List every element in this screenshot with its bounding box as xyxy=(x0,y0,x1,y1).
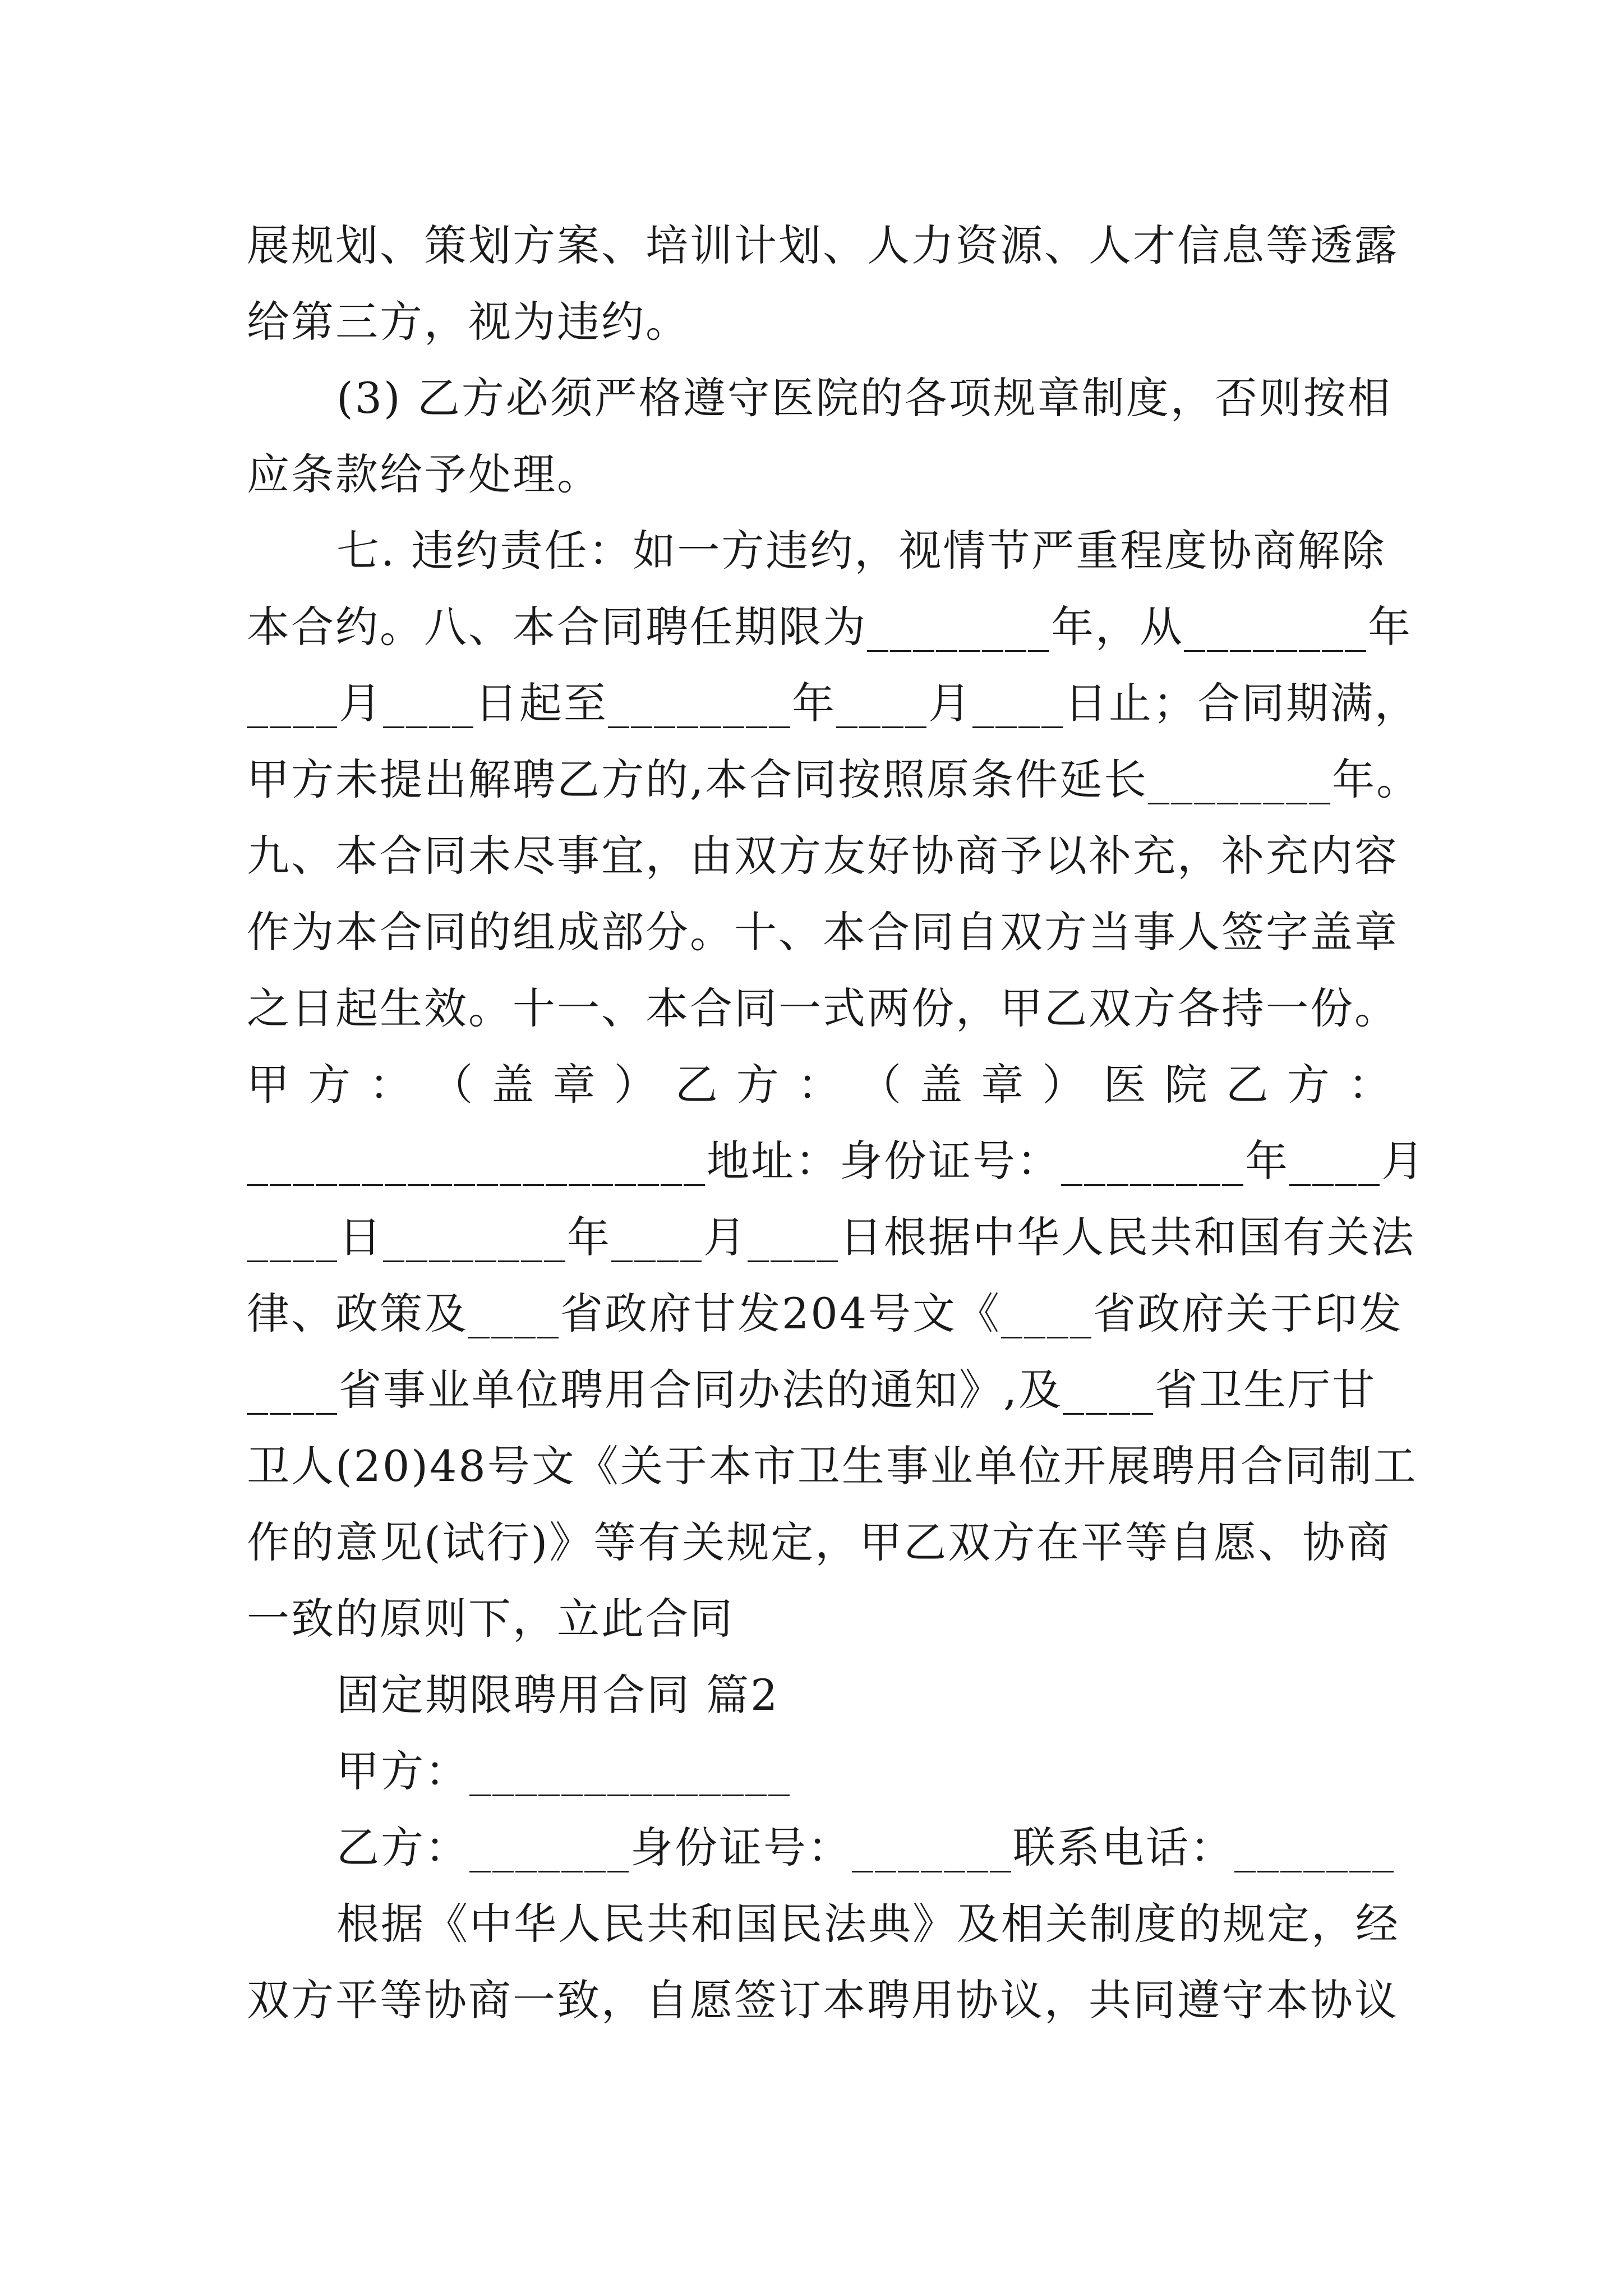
signature-char: （ xyxy=(430,1060,473,1110)
signature-char: 盖 xyxy=(491,1060,534,1110)
party-a-line: 甲方：______________ xyxy=(336,1746,791,1796)
signature-char: ： xyxy=(797,1060,840,1110)
text-line: 本合约。八、本合同聘任期限为________年，从________年 xyxy=(247,602,1412,652)
signature-char: 方 xyxy=(308,1060,351,1110)
signature-char: 盖 xyxy=(920,1060,963,1110)
signature-char: ） xyxy=(1042,1060,1085,1110)
signature-char: 医 xyxy=(1103,1060,1146,1110)
section-heading: 固定期限聘用合同 篇2 xyxy=(336,1670,780,1720)
signature-line xyxy=(247,1057,1391,1113)
text-line: 展规划、策划方案、培训计划、人力资源、人才信息等透露 xyxy=(247,220,1399,270)
signature-char: ： xyxy=(1348,1060,1391,1110)
signature-char: 方 xyxy=(1287,1060,1330,1110)
text-line: ____日________年____月____日根据中华人民共和国有关法 xyxy=(247,1212,1415,1262)
text-line: (3) 乙方必须严格遵守医院的各项规章制度，否则按相 xyxy=(336,373,1392,423)
text-line: 作为本合同的组成部分。十、本合同自双方当事人签字盖章 xyxy=(247,907,1399,957)
text-line: 卫人(20)48号文《关于本市卫生事业单位开展聘用合同制工 xyxy=(247,1441,1418,1491)
text-line: 甲方未提出解聘乙方的,本合同按照原条件延长________年。 xyxy=(247,754,1421,804)
signature-char: ： xyxy=(369,1060,412,1110)
party-b-line: 乙方：_______身份证号：_______联系电话：_______ xyxy=(336,1823,1395,1872)
text-line: 作的意见(试行)》等有关规定，甲乙双方在平等自愿、协商 xyxy=(247,1517,1391,1567)
signature-char: （ xyxy=(859,1060,902,1110)
signature-char: 章 xyxy=(552,1060,596,1110)
text-line: ____月____日起至________年____月____日止；合同期满， xyxy=(247,678,1419,728)
signature-char: 乙 xyxy=(1225,1060,1269,1110)
text-line: 一致的原则下，立此合同 xyxy=(247,1594,734,1644)
text-line: 律、政策及____省政府甘发204号文《____省政府关于印发 xyxy=(247,1289,1404,1338)
text-line: 之日起生效。十一、本合同一式两份，甲乙双方各持一份。 xyxy=(247,983,1399,1033)
text-line: 七. 违约责任：如一方违约，视情节严重程度协商解除 xyxy=(336,526,1386,576)
text-line: 九、本合同未尽事宜，由双方友好协商予以补充，补充内容 xyxy=(247,831,1399,881)
text-line: 应条款给予处理。 xyxy=(247,449,601,499)
signature-char: 章 xyxy=(981,1060,1024,1110)
signature-char: ） xyxy=(614,1060,657,1110)
signature-char: 院 xyxy=(1164,1060,1207,1110)
text-line: 给第三方，视为违约。 xyxy=(247,297,690,347)
text-line: 根据《中华人民共和国民法典》及相关制度的规定，经 xyxy=(336,1899,1400,1949)
signature-char: 甲 xyxy=(247,1060,289,1110)
text-line: 双方平等协商一致，自愿签订本聘用协议，共同遵守本协议 xyxy=(247,1975,1399,2025)
text-line: ____省事业单位聘用合同办法的通知》,及____省卫生厅甘 xyxy=(247,1365,1377,1415)
text-line: ____________________地址：身份证号：________年____月 xyxy=(247,1136,1426,1186)
signature-char: 方 xyxy=(736,1060,779,1110)
signature-char: 乙 xyxy=(675,1060,718,1110)
